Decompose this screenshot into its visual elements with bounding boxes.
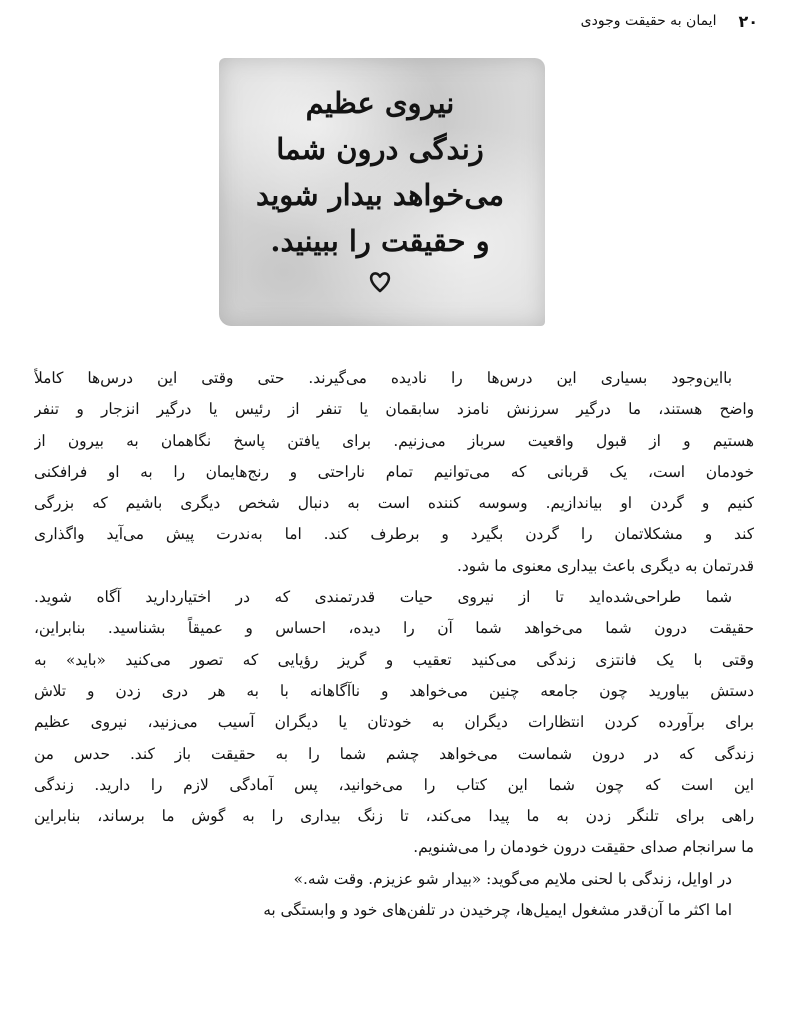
- text-line: این است که چون شما این کتاب را می‌خوانید، پس آمادگی لازم را دارید. زندگی: [34, 775, 754, 794]
- text-line: بااین‌وجود بسیاری این درس‌ها را نادیده می‌گیرند. حتی وقتی این درس‌ها کاملاً: [34, 369, 732, 387]
- text-line: اما اکثر ما آن‌قدر مشغول ایمیل‌ها، چرخیدن در تلفن‌های خود و وابستگی به: [263, 901, 732, 920]
- text-line: هستیم و از قبول واقعیت سرباز می‌زنیم. برای یافتن پاسخ نگاهمان به بیرون از: [34, 431, 754, 450]
- heart-icon: [367, 268, 393, 294]
- text-line: شما طراحی‌شده‌اید تا از نیروی حیات قدرتمندی که در اختیاردارید آگاه شوید.: [34, 588, 732, 607]
- quote-line: زندگی درون شما: [276, 132, 484, 166]
- text-line: ما سرانجام صدای حقیقت درون خودمان را می‌شنویم.: [413, 838, 754, 857]
- paragraph: [34, 864, 754, 895]
- text-line: واضح هستند، ما درگیر سرزنش نامزد سابقمان یا تنفر از رئیس یا درگیر انزجار و تنفر: [34, 400, 754, 419]
- text-line: کنیم و گردن او بیاندازیم. وسوسه کننده است به دنبال شخص دیگری باشیم که بزرگی: [34, 494, 754, 513]
- text-line: دستش بیاورید چون جامعه چنین می‌خواهد و ناآگاهانه با به هر دری زدن و تلاش: [34, 681, 754, 700]
- running-header: [30, 9, 758, 33]
- text-line: قدرتمان به دیگری باعث بیداری معنوی ما شود.: [456, 556, 754, 575]
- text-line: وقتی با یک فانتزی زندگی می‌کنید تعقیب و گریز رؤیایی که تصور می‌کنید «باید» به: [34, 650, 754, 669]
- quote-illustration: [219, 58, 545, 326]
- text-line: کند و مشکلاتمان را گردن بگیرد و برطرف کند. اما به‌ندرت پیش می‌آید واگذاری: [34, 525, 754, 544]
- text-line: خودمان است، یک قربانی که می‌توانیم تمام ناراحتی و رنج‌هایمان را به او فرافکنی: [34, 462, 754, 481]
- quote-line: نیروی عظیم: [305, 86, 455, 120]
- text-line: حقیقت درون شما می‌خواهد شما آن را دیده، احساس و عمیقاً بشناسید. بنابراین،: [34, 619, 754, 638]
- paragraph: [34, 895, 754, 926]
- text-line: راهی برای تلنگر زدن به ما پیدا می‌کند، تا زنگ بیداری را به گوش ما برساند، بنابراین: [34, 807, 754, 826]
- paragraph: [34, 582, 754, 864]
- running-title: ایمان به حقیقت وجودی: [580, 13, 717, 29]
- quote-line: و حقیقت را ببینید.: [270, 224, 490, 258]
- page-number: ۲۰: [738, 11, 758, 31]
- body-text: [34, 363, 754, 926]
- text-line: زندگی که در درون شماست می‌خواهد چشم شما را به حقیقت باز کند. حدس من: [34, 744, 754, 763]
- text-line: در اوایل، زندگی با لحنی ملایم می‌گوید: «بیدار شو عزیزم. وقت شه.»: [293, 869, 732, 888]
- text-line: برای برآورده کردن انتظارات دیگران به خودتان یا دیگران آسیب می‌زنید، نیروی عظیم: [34, 713, 754, 732]
- paragraph: [34, 363, 754, 582]
- quote-line: می‌خواهد بیدار شوید: [255, 178, 505, 212]
- quote-text: [239, 80, 521, 264]
